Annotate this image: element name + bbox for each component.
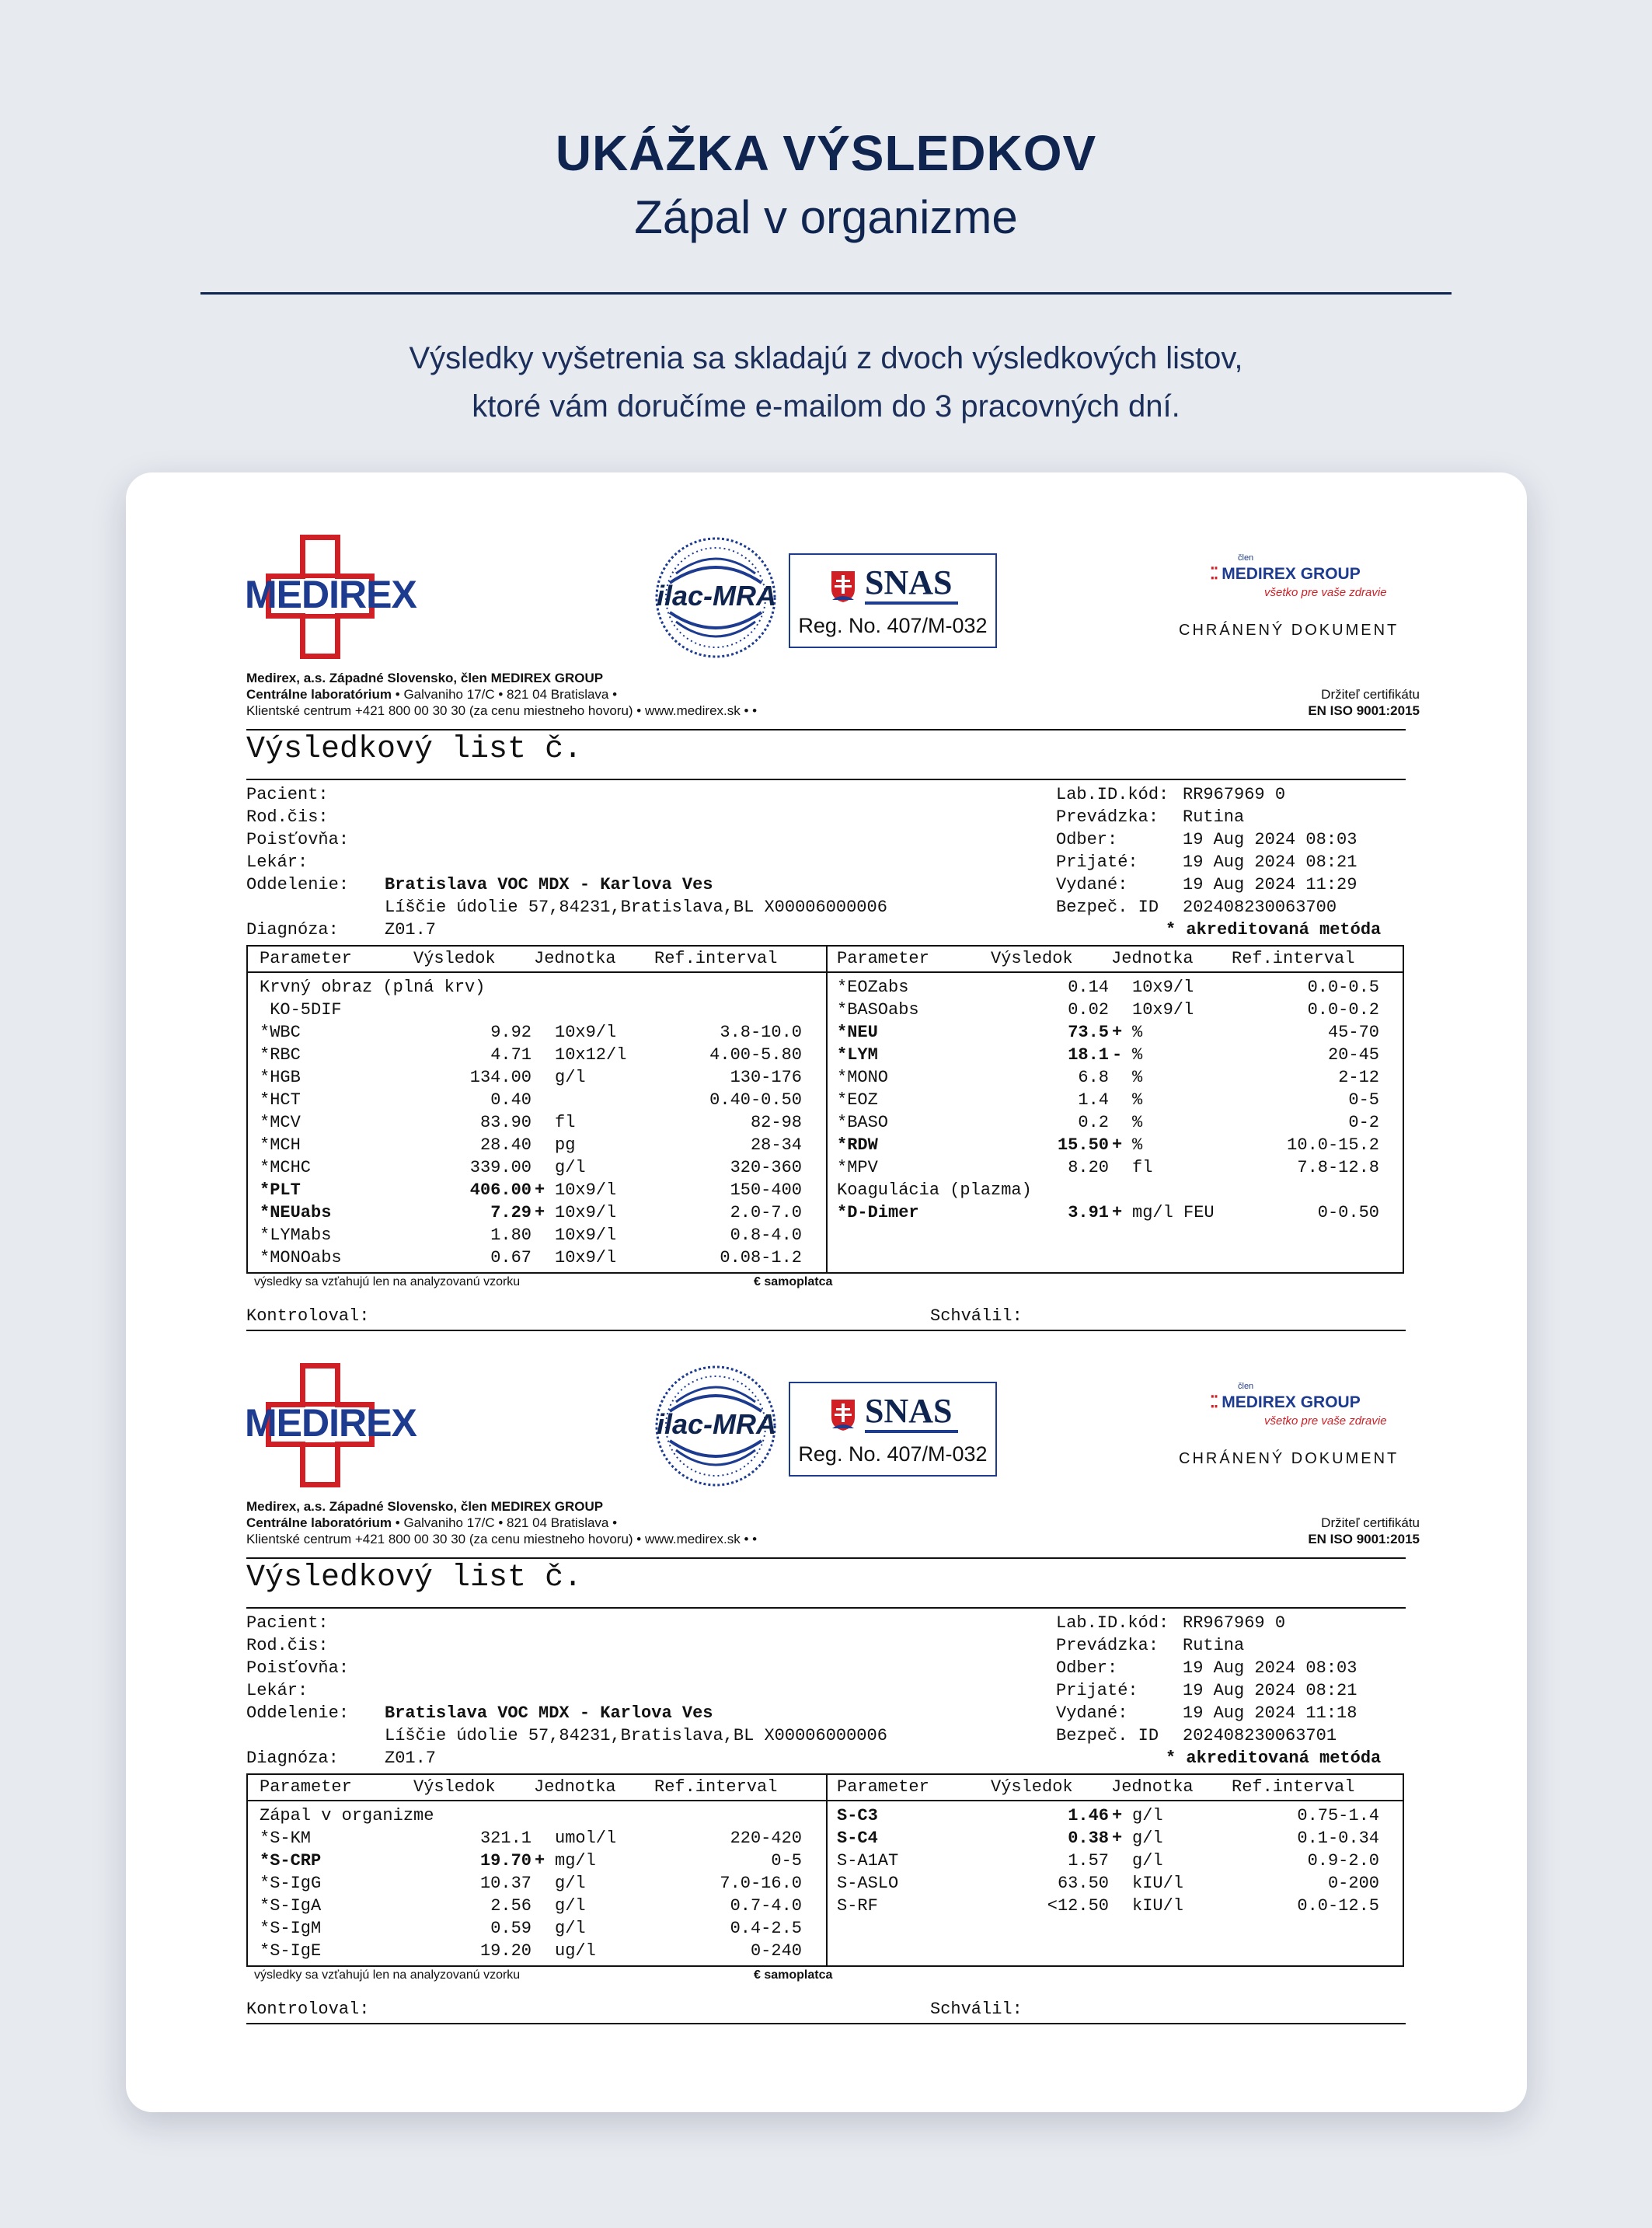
footnote: výsledky sa vzťahujú len na analyzovanú vzorku — [254, 1275, 521, 1288]
value-oddelenie: Bratislava VOC MDX - Karlova Ves — [385, 875, 713, 894]
lab-street: • Galvaniho 17/C • 821 04 Bratislava • — [392, 687, 618, 702]
col-header-result-right: Výsledok — [991, 949, 1073, 968]
result-row-ref: 10.0-15.2 — [1287, 1135, 1379, 1155]
signature-rule — [246, 2023, 1406, 2024]
label-vydane: Vydané: — [1056, 875, 1128, 894]
result-row-unit: ug/l — [555, 1941, 596, 1961]
result-row-param: *S-IgG — [260, 1874, 322, 1893]
result-row-value: 0.02 — [1068, 1000, 1109, 1020]
result-row-unit: fl — [1132, 1158, 1153, 1177]
result-row-flag: + — [1112, 1829, 1123, 1848]
result-row-value: 4.71 — [490, 1045, 531, 1065]
result-row-unit: 10x9/l — [1132, 978, 1194, 997]
result-row-ref: 0.4-2.5 — [730, 1919, 802, 1938]
value-bezpec: 202408230063701 — [1183, 1726, 1337, 1745]
result-row-value: 1.4 — [1078, 1090, 1109, 1110]
result-row-ref: 0-5 — [771, 1851, 802, 1871]
results-card — [126, 472, 1527, 2112]
result-row-param: *LYM — [837, 1045, 878, 1065]
result-row-value: 1.57 — [1068, 1851, 1109, 1871]
col-header-param-left: Parameter — [260, 949, 352, 968]
medirex-group-logo — [1210, 564, 1361, 584]
accredited-note: * akreditovaná metóda — [1166, 920, 1382, 940]
accredited-note: * akreditovaná metóda — [1166, 1749, 1382, 1768]
label-lekar: Lekár: — [246, 852, 308, 872]
result-row-param: Koagulácia (plazma) — [837, 1180, 1032, 1200]
group-name: MEDIREX GROUP — [1222, 565, 1361, 583]
result-row-param: *RDW — [837, 1135, 878, 1155]
result-row-value: 0.38 — [1068, 1829, 1109, 1848]
result-row-ref: 0.0-0.5 — [1307, 978, 1379, 997]
result-row-param: *D-Dimer — [837, 1203, 919, 1222]
title-rule — [246, 779, 1406, 780]
result-row-unit: 10x9/l — [555, 1226, 617, 1245]
payer-label: € samoplatca — [754, 1275, 833, 1288]
col-header-ref-right: Ref.interval — [1232, 1777, 1355, 1797]
result-row-param: *MCH — [260, 1135, 301, 1155]
result-row-value: 18.1 — [1068, 1045, 1109, 1065]
value-diagnoza: Z01.7 — [385, 920, 437, 940]
result-row-ref: 4.00-5.80 — [709, 1045, 802, 1065]
result-row-param: *S-CRP — [260, 1851, 322, 1871]
result-row-param: *NEUabs — [260, 1203, 332, 1222]
medirex-logo: MEDIREX — [245, 1401, 416, 1445]
result-row-ref: 0.1-0.34 — [1297, 1829, 1379, 1848]
result-row-unit: % — [1132, 1068, 1143, 1087]
label-kontroloval: Kontroloval: — [246, 1306, 370, 1326]
subsection-title-left: KO-5DIF — [260, 1000, 342, 1020]
result-row-ref: 0.08-1.2 — [720, 1248, 802, 1267]
col-header-result-left: Výsledok — [413, 1777, 496, 1797]
table-header-rule — [246, 971, 1404, 973]
medirex-logo: MEDIREX — [245, 573, 416, 616]
result-row-flag: + — [1112, 1023, 1123, 1042]
result-row-flag: + — [1112, 1135, 1123, 1155]
client-centre: Klientské centrum +421 800 00 30 30 (za cenu miestneho hovoru) • www.medirex.sk • • — [246, 703, 758, 718]
snas-name: SNAS — [865, 1392, 953, 1430]
result-row-unit: 10x9/l — [555, 1023, 617, 1042]
result-row-ref: 0.7-4.0 — [730, 1896, 802, 1916]
page-heading: UKÁŽKA VÝSLEDKOV — [555, 125, 1097, 181]
result-row-unit: g/l — [555, 1068, 586, 1087]
col-header-unit-right: Jednotka — [1111, 1777, 1194, 1797]
cert-holder: Držiteľ certifikátu — [1321, 687, 1420, 702]
footnote: výsledky sa vzťahujú len na analyzovanú vzorku — [254, 1968, 521, 1982]
result-row-ref: 3.8-10.0 — [720, 1023, 802, 1042]
result-row-param: *LYMabs — [260, 1226, 332, 1245]
label-odber: Odber: — [1056, 1658, 1118, 1678]
result-row-param: *RBC — [260, 1045, 301, 1065]
result-row-ref: 0-0.50 — [1317, 1203, 1379, 1222]
result-row-unit: % — [1132, 1090, 1143, 1110]
payer-label: € samoplatca — [754, 1968, 833, 1982]
result-row-param: *EOZ — [837, 1090, 878, 1110]
label-oddelenie: Oddelenie: — [246, 875, 350, 894]
result-row-ref: 0-5 — [1348, 1090, 1379, 1110]
result-row-ref: 7.8-12.8 — [1297, 1158, 1379, 1177]
label-pacient: Pacient: — [246, 1613, 329, 1633]
result-row-unit: g/l — [555, 1896, 586, 1916]
result-row-value: 73.5 — [1068, 1023, 1109, 1042]
col-header-result-right: Výsledok — [991, 1777, 1073, 1797]
result-row-flag: + — [535, 1851, 545, 1871]
result-row-ref: 20-45 — [1327, 1045, 1379, 1065]
table-column-divider — [826, 945, 828, 1274]
result-row-param: *MONOabs — [260, 1248, 342, 1267]
result-row-unit: g/l — [555, 1919, 586, 1938]
label-labid: Lab.ID.kód: — [1056, 785, 1169, 804]
label-bezpec: Bezpeč. ID — [1056, 1726, 1159, 1745]
group-prefix: člen — [1238, 1382, 1254, 1391]
result-row-ref: 7.0-16.0 — [720, 1874, 802, 1893]
label-vydane: Vydané: — [1056, 1703, 1128, 1723]
col-header-unit-left: Jednotka — [534, 949, 616, 968]
value-prevadzka: Rutina — [1183, 1636, 1245, 1655]
result-row-value: 339.00 — [469, 1158, 531, 1177]
label-diagnoza: Diagnóza: — [246, 920, 339, 940]
result-row-flag: + — [535, 1203, 545, 1222]
result-row-value: 15.50 — [1057, 1135, 1109, 1155]
value-address: Líščie údolie 57,84231,Bratislava,BL X00006000006 — [385, 1726, 887, 1745]
value-oddelenie: Bratislava VOC MDX - Karlova Ves — [385, 1703, 713, 1723]
result-row-unit: % — [1132, 1113, 1143, 1132]
result-row-param: S-A1AT — [837, 1851, 899, 1871]
label-prevadzka: Prevádzka: — [1056, 1636, 1159, 1655]
value-labid: RR967969 0 — [1183, 785, 1286, 804]
result-row-param: S-RF — [837, 1896, 878, 1916]
result-row-ref: 0.40-0.50 — [709, 1090, 802, 1110]
result-row-param: *HGB — [260, 1068, 301, 1087]
result-row-value: 2.56 — [490, 1896, 531, 1916]
result-row-unit: mg/l — [555, 1851, 596, 1871]
result-row-unit: g/l — [1132, 1806, 1163, 1825]
sheet-title: Výsledkový list č. — [246, 732, 583, 767]
label-labid: Lab.ID.kód: — [1056, 1613, 1169, 1633]
result-row-param: *EOZabs — [837, 978, 909, 997]
result-row-unit: 10x9/l — [1132, 1000, 1194, 1020]
col-header-ref-right: Ref.interval — [1232, 949, 1355, 968]
snas-reg: Reg. No. 407/M-032 — [798, 614, 988, 637]
company-line: Medirex, a.s. Západné Slovensko, člen MEDIREX GROUP — [246, 1499, 604, 1514]
ilac-mra-label: ilac-MRA — [656, 580, 777, 612]
group-name: MEDIREX GROUP — [1222, 1393, 1361, 1411]
slovak-shield-icon — [829, 1397, 857, 1433]
result-row-value: 3.91 — [1068, 1203, 1109, 1222]
label-prijate: Prijaté: — [1056, 1681, 1138, 1700]
result-row-ref: 45-70 — [1327, 1023, 1379, 1042]
result-row-ref: 0-200 — [1327, 1874, 1379, 1893]
result-row-unit: kIU/l — [1132, 1874, 1184, 1893]
protected-document-label: CHRÁNENÝ DOKUMENT — [1179, 622, 1399, 639]
result-row-param: *NEU — [837, 1023, 878, 1042]
result-row-unit: % — [1132, 1023, 1143, 1042]
label-pacient: Pacient: — [246, 785, 329, 804]
result-sheet-1 — [126, 472, 1527, 1326]
section-title-left: Zápal v organizme — [260, 1806, 434, 1825]
protected-document-label: CHRÁNENÝ DOKUMENT — [1179, 1450, 1399, 1467]
result-row-param: *HCT — [260, 1090, 301, 1110]
result-row-ref: 0.9-2.0 — [1307, 1851, 1379, 1871]
result-row-value: 321.1 — [479, 1829, 531, 1848]
value-prevadzka: Rutina — [1183, 807, 1245, 827]
value-bezpec: 202408230063700 — [1183, 898, 1337, 917]
company-line: Medirex, a.s. Západné Slovensko, člen MEDIREX GROUP — [246, 671, 604, 685]
label-schvalil: Schválil: — [930, 1306, 1023, 1326]
result-row-value: 63.50 — [1057, 1874, 1109, 1893]
result-row-value: 8.20 — [1068, 1158, 1109, 1177]
result-row-param: *PLT — [260, 1180, 301, 1200]
result-row-value: 0.14 — [1068, 978, 1109, 997]
value-diagnoza: Z01.7 — [385, 1749, 437, 1768]
snas-reg: Reg. No. 407/M-032 — [798, 1442, 988, 1466]
label-oddelenie: Oddelenie: — [246, 1703, 350, 1723]
col-header-ref-left: Ref.interval — [654, 1777, 778, 1797]
result-row-flag: + — [1112, 1203, 1123, 1222]
result-row-unit: % — [1132, 1045, 1143, 1065]
result-row-ref: 2-12 — [1338, 1068, 1379, 1087]
slovak-shield-icon — [829, 569, 857, 605]
result-row-param: *BASO — [837, 1113, 889, 1132]
value-labid: RR967969 0 — [1183, 1613, 1286, 1633]
col-header-unit-right: Jednotka — [1111, 949, 1194, 968]
result-row-param: *MONO — [837, 1068, 889, 1087]
result-row-value: 28.40 — [479, 1135, 531, 1155]
table-header-rule — [246, 1800, 1404, 1801]
section-title-left: Krvný obraz (plná krv) — [260, 978, 486, 997]
snas-badge — [789, 553, 997, 648]
col-header-unit-left: Jednotka — [534, 1777, 616, 1797]
result-row-ref: 320-360 — [730, 1158, 802, 1177]
client-centre: Klientské centrum +421 800 00 30 30 (za cenu miestneho hovoru) • www.medirex.sk • • — [246, 1532, 758, 1546]
value-vydane: 19 Aug 2024 11:29 — [1183, 875, 1357, 894]
snas-underline — [865, 601, 958, 605]
ilac-mra-label: ilac-MRA — [656, 1408, 777, 1440]
result-row-ref: 220-420 — [730, 1829, 802, 1848]
result-row-value: 83.90 — [479, 1113, 531, 1132]
result-row-value: 19.20 — [479, 1941, 531, 1961]
medirex-group-logo — [1210, 1393, 1361, 1412]
result-row-param: *MPV — [837, 1158, 878, 1177]
result-row-param: *S-IgE — [260, 1941, 322, 1961]
page-subheading: Zápal v organizme — [634, 191, 1018, 243]
result-row-value: 0.2 — [1078, 1113, 1109, 1132]
result-row-ref: 0.0-12.5 — [1297, 1896, 1379, 1916]
result-row-value: 9.92 — [490, 1023, 531, 1042]
lab-name: Centrálne laboratórium — [246, 687, 392, 702]
label-poistovna: Poisťovňa: — [246, 830, 350, 849]
result-row-param: *BASOabs — [837, 1000, 919, 1020]
intro-text — [0, 334, 1652, 431]
result-row-unit: g/l — [1132, 1829, 1163, 1848]
result-row-ref: 0.8-4.0 — [730, 1226, 802, 1245]
value-prijate: 19 Aug 2024 08:21 — [1183, 852, 1357, 872]
title-rule — [246, 1607, 1406, 1609]
result-row-value: 0.40 — [490, 1090, 531, 1110]
result-row-value: 6.8 — [1078, 1068, 1109, 1087]
result-row-ref: 0.0-0.2 — [1307, 1000, 1379, 1020]
result-row-ref: 130-176 — [730, 1068, 802, 1087]
result-row-value: 1.46 — [1068, 1806, 1109, 1825]
lab-address — [246, 687, 617, 703]
cert-iso: EN ISO 9001:2015 — [1308, 703, 1420, 718]
col-header-result-left: Výsledok — [413, 949, 496, 968]
label-poistovna: Poisťovňa: — [246, 1658, 350, 1678]
result-row-value: 19.70 — [479, 1851, 531, 1871]
result-row-ref: 0.75-1.4 — [1297, 1806, 1379, 1825]
result-row-value: <12.50 — [1047, 1896, 1109, 1916]
result-row-param: *S-IgM — [260, 1919, 322, 1938]
result-row-param: S-C3 — [837, 1806, 878, 1825]
value-odber: 19 Aug 2024 08:03 — [1183, 830, 1357, 849]
lab-address — [246, 1515, 617, 1531]
label-schvalil: Schválil: — [930, 2000, 1023, 2019]
group-dots-icon: ⁚⁚ — [1210, 1393, 1218, 1411]
group-slogan: všetko pre vaše zdravie — [1264, 1414, 1387, 1428]
header-rule — [246, 729, 1406, 730]
result-row-value: 0.67 — [490, 1248, 531, 1267]
result-row-param: S-C4 — [837, 1829, 878, 1848]
group-dots-icon: ⁚⁚ — [1210, 565, 1218, 583]
group-slogan: všetko pre vaše zdravie — [1264, 586, 1387, 599]
table-column-divider — [826, 1773, 828, 1967]
result-row-unit: g/l — [1132, 1851, 1163, 1871]
label-prijate: Prijaté: — [1056, 852, 1138, 872]
result-row-unit: fl — [555, 1113, 576, 1132]
cert-iso: EN ISO 9001:2015 — [1308, 1532, 1420, 1546]
result-row-param: *S-KM — [260, 1829, 312, 1848]
snas-name: SNAS — [865, 563, 953, 601]
result-row-ref: 82-98 — [750, 1113, 802, 1132]
cert-holder: Držiteľ certifikátu — [1321, 1515, 1420, 1530]
result-row-unit: 10x9/l — [555, 1180, 617, 1200]
result-row-ref: 150-400 — [730, 1180, 802, 1200]
result-row-param: *WBC — [260, 1023, 301, 1042]
snas-badge — [789, 1382, 997, 1477]
result-row-value: 406.00 — [469, 1180, 531, 1200]
result-row-param: S-ASLO — [837, 1874, 899, 1893]
result-row-unit: kIU/l — [1132, 1896, 1184, 1916]
result-row-unit: % — [1132, 1135, 1143, 1155]
label-rodcis: Rod.čis: — [246, 1636, 329, 1655]
result-row-unit: 10x12/l — [555, 1045, 627, 1065]
result-row-param: *MCHC — [260, 1158, 312, 1177]
result-sheet-2 — [126, 1301, 1527, 2129]
result-row-unit: 10x9/l — [555, 1248, 617, 1267]
header-rule — [246, 1557, 1406, 1559]
result-row-flag: + — [1112, 1806, 1123, 1825]
result-row-unit: g/l — [555, 1158, 586, 1177]
intro-line-2: ktoré vám doručíme e-mailom do 3 pracovných dní. — [472, 389, 1180, 424]
result-row-ref: 0-240 — [750, 1941, 802, 1961]
result-row-ref: 2.0-7.0 — [730, 1203, 802, 1222]
result-row-unit: g/l — [555, 1874, 586, 1893]
result-row-flag: - — [1112, 1045, 1123, 1065]
result-row-value: 0.59 — [490, 1919, 531, 1938]
value-odber: 19 Aug 2024 08:03 — [1183, 1658, 1357, 1678]
intro-line-1: Výsledky vyšetrenia sa skladajú z dvoch výsledkových listov, — [409, 341, 1243, 375]
lab-name: Centrálne laboratórium — [246, 1515, 392, 1530]
value-address: Líščie údolie 57,84231,Bratislava,BL X00006000006 — [385, 898, 887, 917]
label-rodcis: Rod.čis: — [246, 807, 329, 827]
result-row-param: *MCV — [260, 1113, 301, 1132]
result-row-unit: pg — [555, 1135, 576, 1155]
snas-underline — [865, 1430, 958, 1433]
sheet-title: Výsledkový list č. — [246, 1560, 583, 1595]
col-header-ref-left: Ref.interval — [654, 949, 778, 968]
result-row-value: 134.00 — [469, 1068, 531, 1087]
value-prijate: 19 Aug 2024 08:21 — [1183, 1681, 1357, 1700]
result-row-unit: mg/l FEU — [1132, 1203, 1215, 1222]
result-row-value: 1.80 — [490, 1226, 531, 1245]
result-row-unit: umol/l — [555, 1829, 617, 1848]
result-row-unit: 10x9/l — [555, 1203, 617, 1222]
col-header-param-left: Parameter — [260, 1777, 352, 1797]
heading-divider — [200, 292, 1452, 295]
label-prevadzka: Prevádzka: — [1056, 807, 1159, 827]
result-row-flag: + — [535, 1180, 545, 1200]
lab-street: • Galvaniho 17/C • 821 04 Bratislava • — [392, 1515, 618, 1530]
value-vydane: 19 Aug 2024 11:18 — [1183, 1703, 1357, 1723]
group-prefix: člen — [1238, 553, 1254, 563]
result-row-value: 10.37 — [479, 1874, 531, 1893]
result-row-ref: 28-34 — [750, 1135, 802, 1155]
label-diagnoza: Diagnóza: — [246, 1749, 339, 1768]
label-odber: Odber: — [1056, 830, 1118, 849]
label-kontroloval: Kontroloval: — [246, 2000, 370, 2019]
col-header-param-right: Parameter — [837, 949, 929, 968]
col-header-param-right: Parameter — [837, 1777, 929, 1797]
label-lekar: Lekár: — [246, 1681, 308, 1700]
result-row-param: *S-IgA — [260, 1896, 322, 1916]
result-row-value: 7.29 — [490, 1203, 531, 1222]
result-row-ref: 0-2 — [1348, 1113, 1379, 1132]
label-bezpec: Bezpeč. ID — [1056, 898, 1159, 917]
